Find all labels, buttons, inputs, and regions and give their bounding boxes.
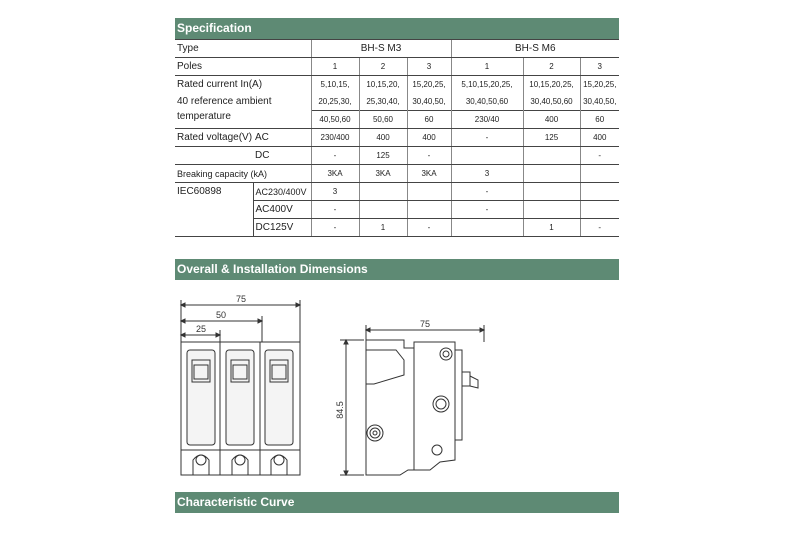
- characteristic-curve-header: Characteristic Curve: [175, 492, 619, 513]
- ac-label: AC: [253, 129, 311, 147]
- model-m6: BH-S M6: [451, 40, 619, 58]
- dc125-label: DC125V: [253, 219, 311, 237]
- table-cell: 230/400: [311, 129, 359, 147]
- table-cell: 60: [580, 111, 619, 129]
- table-cell: 5,10,15,: [311, 76, 359, 94]
- table-cell: 20,25,30,: [311, 93, 359, 111]
- table-cell: 10,15,20,: [359, 76, 407, 94]
- iec-label: IEC60898: [177, 186, 222, 198]
- table-cell: 1: [523, 219, 580, 237]
- table-cell: 1: [311, 58, 359, 76]
- model-m3: BH-S M3: [311, 40, 451, 58]
- table-cell: 60: [407, 111, 451, 129]
- table-cell: -: [451, 201, 523, 219]
- table-cell: 3KA: [407, 165, 451, 183]
- table-cell: 400: [359, 129, 407, 147]
- side-height: 84.5: [335, 401, 345, 419]
- table-cell: 30,40,50,60: [451, 93, 523, 111]
- table-cell: -: [311, 219, 359, 237]
- table-cell: 40,50,60: [311, 111, 359, 129]
- table-cell: 2: [359, 58, 407, 76]
- table-cell: 30,40,50,: [407, 93, 451, 111]
- table-cell: -: [451, 183, 523, 201]
- specification-header: Specification: [175, 18, 619, 39]
- dimensions-header: Overall & Installation Dimensions: [175, 259, 619, 280]
- poles-label: Poles: [175, 58, 311, 76]
- side-width: 75: [419, 319, 431, 329]
- table-cell: -: [407, 147, 451, 165]
- table-cell: 3: [311, 183, 359, 201]
- table-cell: 25,30,40,: [359, 93, 407, 111]
- table-cell: 5,10,15,20,25,: [451, 76, 523, 94]
- table-cell: -: [580, 147, 619, 165]
- table-cell: 30,40,50,: [580, 93, 619, 111]
- front-total-width: 75: [235, 294, 247, 304]
- rated-voltage-label: Rated voltage(V): [175, 129, 253, 147]
- front-pole-width: 25: [195, 324, 207, 334]
- table-cell: 3: [407, 58, 451, 76]
- rated-current-label: Rated current In(A): [177, 79, 263, 90]
- front-mid-width: 50: [215, 310, 227, 320]
- table-cell: 2: [523, 58, 580, 76]
- ac400-label: AC400V: [253, 201, 311, 219]
- table-cell: 400: [523, 111, 580, 129]
- table-cell: 1: [451, 58, 523, 76]
- side-view-drawing: [340, 325, 484, 475]
- table-cell: -: [451, 129, 523, 147]
- dc-label: DC: [253, 147, 311, 165]
- table-cell: 30,40,50,60: [523, 93, 580, 111]
- breaking-capacity-label: Breaking capacity (kA): [175, 165, 311, 183]
- table-cell: 1: [359, 219, 407, 237]
- table-cell: 3KA: [359, 165, 407, 183]
- table-cell: 15,20,25,: [407, 76, 451, 94]
- rated-current-label-3: temperature: [175, 111, 311, 129]
- table-cell: 230/40: [451, 111, 523, 129]
- rated-current-label-2: 40 reference ambient: [177, 96, 272, 108]
- table-cell: 10,15,20,25,: [523, 76, 580, 94]
- table-cell: -: [311, 147, 359, 165]
- table-cell: 3KA: [311, 165, 359, 183]
- table-cell: 125: [359, 147, 407, 165]
- table-cell: 3: [451, 165, 523, 183]
- table-cell: 3: [580, 58, 619, 76]
- type-label: Type: [175, 40, 311, 58]
- table-cell: 125: [523, 129, 580, 147]
- table-cell: 50,60: [359, 111, 407, 129]
- table-cell: -: [311, 201, 359, 219]
- table-cell: 400: [580, 129, 619, 147]
- table-cell: 400: [407, 129, 451, 147]
- ac230-label: AC230/400V: [253, 183, 311, 201]
- table-cell: -: [407, 219, 451, 237]
- table-cell: -: [580, 219, 619, 237]
- table-cell: 15,20,25,: [580, 76, 619, 94]
